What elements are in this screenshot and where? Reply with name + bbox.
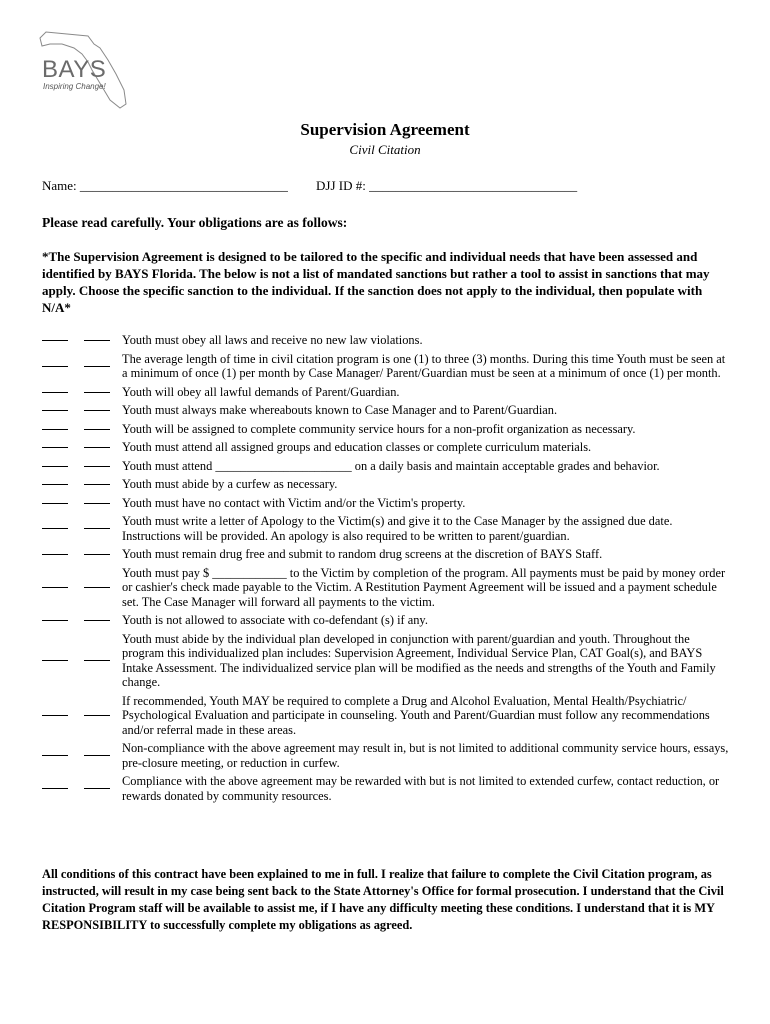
obligation-text: Youth must have no contact with Victim and/or the Victim's property. bbox=[122, 495, 466, 510]
obligation-text: Youth must obey all laws and receive no new law violations. bbox=[122, 333, 423, 347]
obligation-text: If recommended, Youth MAY be required to complete a Drug and Alcohol Evaluation, Mental Health/Psychiatric/ Psychological Evaluation and participate in counseling. Youth and Parent/Guardian must follow any recommendations and/or referral made in these areas. bbox=[122, 693, 710, 737]
initial-blank-1[interactable] bbox=[42, 392, 68, 393]
page-title: Supervision Agreement bbox=[300, 120, 470, 139]
initial-blank-1[interactable] bbox=[42, 554, 68, 555]
initial-blank-1[interactable] bbox=[42, 340, 68, 341]
page-subtitle: Civil Citation bbox=[349, 142, 421, 157]
initial-blank-1[interactable] bbox=[42, 587, 68, 588]
obligation-text: The average length of time in civil citation program is one (1) to three (3) months. During this time Youth must be seen at a minimum of once (1) per month by Case Manager/ Parent/Guardian must be seen at a minimum of once (1) per month. bbox=[122, 351, 726, 380]
initial-blank-1[interactable] bbox=[42, 715, 68, 716]
initial-blank-2[interactable] bbox=[84, 466, 110, 467]
obligation-text: Youth is not allowed to associate with co-defendant (s) if any. bbox=[122, 613, 428, 627]
obligation-item bbox=[42, 613, 732, 628]
obligation-text: Youth will obey all lawful demands of Parent/Guardian. bbox=[122, 384, 400, 399]
initial-blank-2[interactable] bbox=[84, 392, 110, 393]
initial-blank-1[interactable] bbox=[42, 429, 68, 430]
obligation-text: Youth must attend all assigned groups and education classes or complete curriculum materials. bbox=[122, 440, 592, 454]
footer-statement: All conditions of this contract have been explained to me in full. I realize that failure to complete the Civil Citation program, as instructed, will result in my case being sent back to the State Attorney's Office for formal prosecution. I understand that the Civil Citation Program staff will be available to assist me, if I have any difficulty meeting these conditions. I understand that it is MY RESPONSIBILITY to successfully complete my obligations as agreed. bbox=[42, 867, 724, 932]
header-fields bbox=[42, 178, 578, 194]
obligation-item bbox=[42, 333, 732, 348]
obligation-item bbox=[42, 440, 732, 455]
initial-blank-2[interactable] bbox=[84, 429, 110, 430]
initial-blank-1[interactable] bbox=[42, 660, 68, 661]
initial-blank-1[interactable] bbox=[42, 528, 68, 529]
obligation-text: Youth must write a letter of Apology to the Victim(s) and give it to the Case Manager by the assigned due date. Instructions will be provided. An apology is also required to be written to parent/guardian. bbox=[122, 514, 673, 543]
initial-blank-1[interactable] bbox=[42, 447, 68, 448]
initial-blank-2[interactable] bbox=[84, 528, 110, 529]
obligation-item bbox=[42, 422, 732, 437]
initial-blank-2[interactable] bbox=[84, 503, 110, 504]
obligation-text: Non-compliance with the above agreement may result in, but is not limited to additional community service hours, essays, pre-closure meeting, or reduction in curfew. bbox=[122, 741, 729, 770]
obligation-item bbox=[42, 632, 732, 690]
obligation-text: Youth will be assigned to complete community service hours for a non-profit organization as necessary. bbox=[122, 421, 636, 436]
obligation-item bbox=[42, 352, 732, 381]
obligation-text: Youth must pay $ ____________ to the Victim by completion of the program. All payments must be paid by money order or cashier's check made payable to the Victim. A Restitution Payment Agreement will be issued and a payment schedule set. The Case Manager will forward all payments to the victim. bbox=[122, 565, 726, 609]
initial-blank-2[interactable] bbox=[84, 715, 110, 716]
initial-blank-2[interactable] bbox=[84, 410, 110, 411]
obligation-item bbox=[42, 547, 732, 562]
obligation-item bbox=[42, 741, 732, 770]
initial-blank-2[interactable] bbox=[84, 620, 110, 621]
instructions: Please read carefully. Your obligations are as follows: bbox=[42, 215, 348, 230]
initial-blank-2[interactable] bbox=[84, 366, 110, 367]
logo-text: BAYS bbox=[42, 56, 107, 83]
initial-blank-1[interactable] bbox=[42, 410, 68, 411]
initial-blank-1[interactable] bbox=[42, 366, 68, 367]
initial-blank-2[interactable] bbox=[84, 788, 110, 789]
initial-blank-2[interactable] bbox=[84, 447, 110, 448]
obligation-text: Youth must abide by a curfew as necessary. bbox=[122, 477, 338, 491]
obligation-list bbox=[42, 333, 732, 807]
initial-blank-2[interactable] bbox=[84, 660, 110, 661]
obligation-item bbox=[42, 459, 732, 474]
obligation-item bbox=[42, 477, 732, 492]
obligation-text: Youth must attend ______________________ on a daily basis and maintain acceptable grades and behavior. bbox=[122, 458, 660, 473]
obligation-item bbox=[42, 694, 732, 738]
initial-blank-2[interactable] bbox=[84, 587, 110, 588]
initial-blank-1[interactable] bbox=[42, 620, 68, 621]
obligation-text: Youth must remain drug free and submit to random drug screens at the discretion of BAYS Staff. bbox=[122, 547, 603, 561]
obligation-text: Youth must always make whereabouts known to Case Manager and to Parent/Guardian. bbox=[122, 403, 558, 417]
initial-blank-2[interactable] bbox=[84, 484, 110, 485]
obligation-item bbox=[42, 385, 732, 400]
obligation-item bbox=[42, 514, 732, 543]
initial-blank-2[interactable] bbox=[84, 755, 110, 756]
initial-blank-1[interactable] bbox=[42, 484, 68, 485]
initial-blank-1[interactable] bbox=[42, 466, 68, 467]
agreement-note: *The Supervision Agreement is designed to be tailored to the specific and individual needs that have been assessed and identified by BAYS Florida. The below is not a list of mandated sanctions but rather a tool to assist in sanctions that may apply. Choose the specific sanction to the individual. If the sanction does not apply to the individual, then populate with N/A* bbox=[42, 249, 710, 315]
obligation-item bbox=[42, 566, 732, 610]
initial-blank-2[interactable] bbox=[84, 340, 110, 341]
obligation-item bbox=[42, 774, 732, 803]
obligation-text: Youth must abide by the individual plan developed in conjunction with parent/guardian and youth. Throughout the program this individualized plan includes: Supervision Agreement, Individual Service Plan, CAT Goal(s), and BAYS Intake Assessment. The individualized service plan will be modified as the needs and strengths of the Youth and Family change. bbox=[122, 631, 716, 689]
name-field[interactable]: Name: ________________________________ bbox=[42, 178, 288, 193]
logo-tagline: Inspiring Change! bbox=[43, 82, 106, 91]
obligation-item bbox=[42, 496, 732, 511]
initial-blank-1[interactable] bbox=[42, 788, 68, 789]
djj-id-field[interactable]: DJJ ID #: ________________________________ bbox=[316, 178, 578, 193]
initial-blank-2[interactable] bbox=[84, 554, 110, 555]
initial-blank-1[interactable] bbox=[42, 755, 68, 756]
obligation-text: Compliance with the above agreement may be rewarded with but is not limited to extended curfew, contact reduction, or rewards donated by community resources. bbox=[122, 774, 720, 803]
bays-logo bbox=[38, 30, 128, 110]
initial-blank-1[interactable] bbox=[42, 503, 68, 504]
obligation-item bbox=[42, 403, 732, 418]
